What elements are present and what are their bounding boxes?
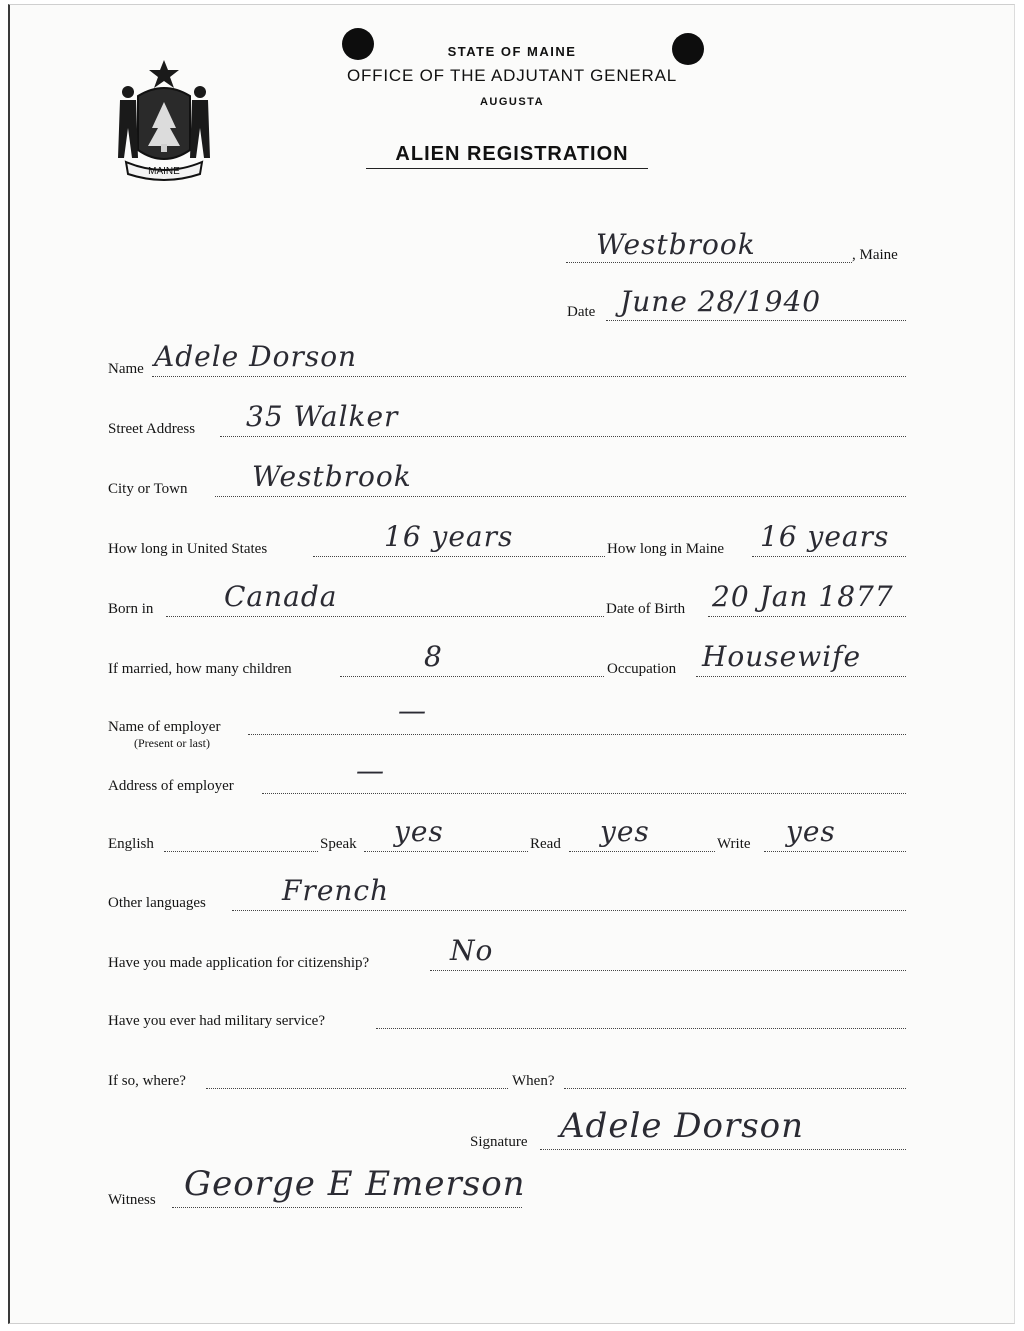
street-label: Street Address: [108, 421, 196, 437]
signature-label: Signature: [470, 1134, 528, 1150]
when-line: [564, 1088, 906, 1089]
us-duration-label: How long in United States: [108, 541, 268, 557]
write-value: yes: [786, 815, 836, 848]
title-underline: [366, 168, 648, 169]
maine-duration-label: How long in Maine: [607, 541, 725, 557]
where-label: If so, where?: [108, 1073, 186, 1089]
city-value: Westbrook: [252, 460, 412, 493]
children-value: 8: [424, 640, 443, 673]
write-line: [764, 851, 906, 852]
other-languages-value: French: [282, 874, 390, 907]
children-line: [340, 676, 604, 677]
header-office: OFFICE OF THE ADJUTANT GENERAL: [346, 66, 678, 85]
english-label: English: [108, 836, 154, 852]
when-label: When?: [512, 1073, 555, 1089]
name-value: Adele Dorson: [154, 340, 358, 373]
children-label: If married, how many children: [108, 661, 292, 677]
maine-duration-line: [752, 556, 906, 557]
occupation-value: Housewife: [702, 640, 862, 673]
street-line: [220, 436, 906, 437]
speak-value: yes: [394, 815, 444, 848]
employer-value: —: [398, 694, 427, 727]
place-value: Westbrook: [596, 228, 756, 261]
dob-value: 20 Jan 1877: [712, 580, 894, 613]
born-line: [166, 616, 604, 617]
place-line: [566, 262, 852, 263]
date-label: Date: [567, 304, 596, 320]
born-label: Born in: [108, 601, 154, 617]
place-suffix: , Maine: [852, 247, 898, 263]
employer-address-label: Address of employer: [108, 778, 234, 794]
employer-line: [248, 734, 906, 735]
speak-label: Speak: [320, 836, 357, 852]
name-label: Name: [108, 361, 144, 377]
dob-line: [708, 616, 906, 617]
other-languages-line: [232, 910, 906, 911]
city-label: City or Town: [108, 481, 188, 497]
us-duration-value: 16 years: [384, 520, 514, 553]
header-state: STATE OF MAINE: [447, 44, 577, 59]
write-label: Write: [717, 836, 751, 852]
employer-address-value: —: [356, 754, 385, 787]
occupation-label: Occupation: [607, 661, 677, 677]
military-label: Have you ever had military service?: [108, 1013, 325, 1029]
born-value: Canada: [224, 580, 338, 613]
page-title: ALIEN REGISTRATION: [395, 143, 629, 165]
employer-address-line: [262, 793, 906, 794]
citizenship-label: Have you made application for citizenship?: [108, 955, 370, 971]
street-value: 35 Walker: [246, 400, 399, 433]
header-city: AUGUSTA: [479, 96, 545, 108]
date-line: [606, 320, 906, 321]
read-value: yes: [600, 815, 650, 848]
read-label: Read: [530, 836, 561, 852]
witness-value: George E Emerson: [184, 1164, 526, 1204]
read-line: [569, 851, 715, 852]
us-duration-line: [313, 556, 605, 557]
signature-value: Adele Dorson: [560, 1106, 805, 1146]
witness-line: [172, 1207, 522, 1208]
name-line: [152, 376, 906, 377]
english-line: [164, 851, 318, 852]
occupation-line: [696, 676, 906, 677]
where-line: [206, 1088, 508, 1089]
maine-duration-value: 16 years: [760, 520, 890, 553]
citizenship-value: No: [450, 934, 494, 967]
witness-label: Witness: [108, 1192, 156, 1208]
date-value: June 28/1940: [620, 285, 822, 318]
employer-sublabel: (Present or last): [134, 736, 210, 750]
seal-banner-text: MAINE: [148, 166, 180, 177]
military-line: [376, 1028, 906, 1029]
city-line: [215, 496, 906, 497]
dob-label: Date of Birth: [606, 601, 686, 617]
employer-label: Name of employer: [108, 719, 221, 735]
citizenship-line: [430, 970, 906, 971]
speak-line: [364, 851, 528, 852]
signature-line: [540, 1149, 906, 1150]
other-languages-label: Other languages: [108, 895, 206, 911]
